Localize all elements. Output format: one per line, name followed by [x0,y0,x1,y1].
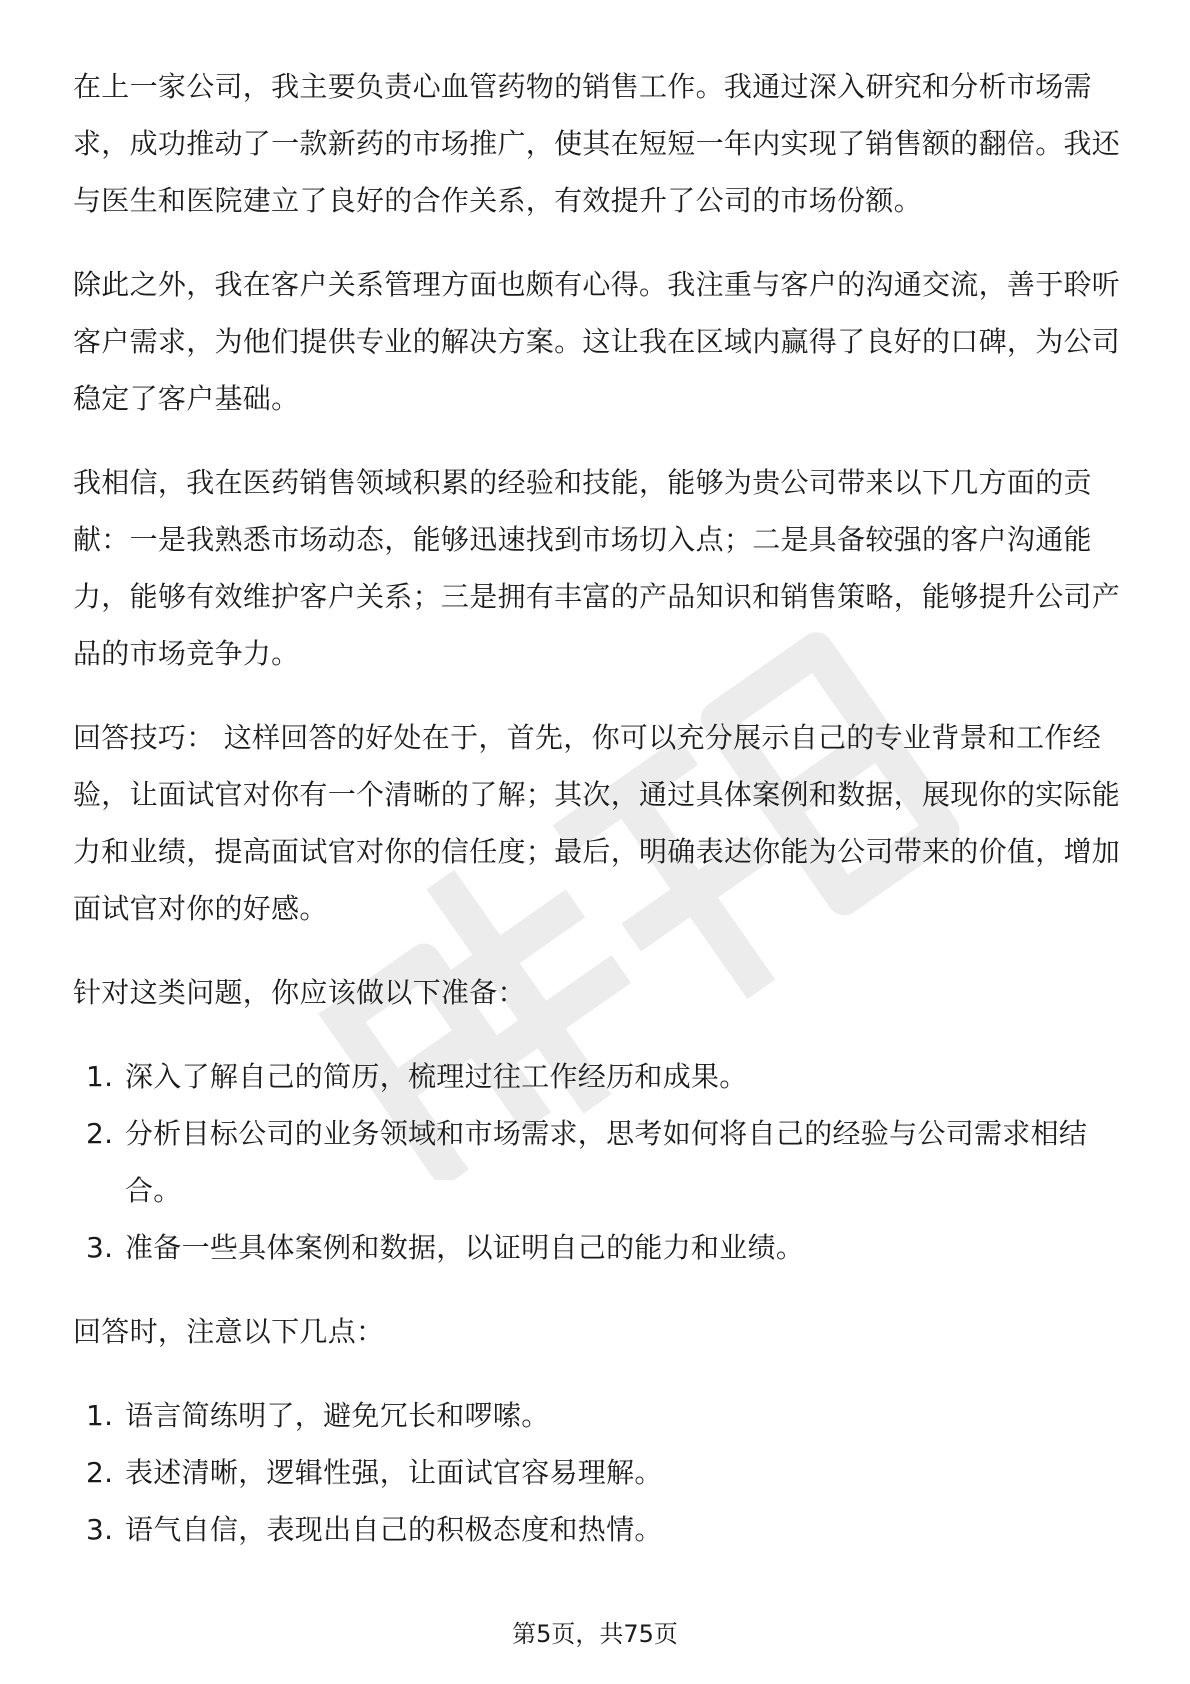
list-number: 2. [86,1117,114,1150]
paragraph-answer-tips: 回答技巧： 这样回答的好处在于，首先，你可以充分展示自己的专业背景和工作经验，让面试官对你有一个清晰的了解；其次，通过具体案例和数据，展现你的实际能力和业绩，提高面试官对你的信任度；最后，明确表达你能为公司带来的价值，增加面试官对你的好感。 [73,721,1121,925]
list-number: 1. [86,1399,114,1432]
paragraph-customer-relations: 除此之外，我在客户关系管理方面也颇有心得。我注重与客户的沟通交流，善于聆听客户需求，为他们提供专业的解决方案。这让我在区域内赢得了良好的口碑，为公司稳定了客户基础。 [73,268,1121,415]
list-number: 2. [86,1456,114,1489]
notes-list [73,1387,1123,1558]
paragraph-experience: 在上一家公司，我主要负责心血管药物的销售工作。我通过深入研究和分析市场需求，成功推动了一款新药的市场推广，使其在短短一年内实现了销售额的翻倍。我还与医生和医院建立了良好的合作关系，有效提升了公司的市场份额。 [73,70,1121,217]
page-number-footer: 第5页，共75页 [512,1620,678,1648]
list-text: 深入了解自己的简历，梳理过往工作经历和成果。 [125,1060,748,1093]
list-item [73,1048,1123,1105]
list-text: 准备一些具体案例和数据，以证明自己的能力和业绩。 [125,1231,805,1264]
list-item [73,1219,1123,1276]
list-text: 语言简练明了，避免冗长和啰嗦。 [125,1399,550,1432]
notes-intro: 回答时，注意以下几点： [73,1315,385,1348]
document-body [73,58,1123,1558]
list-item [73,1105,1123,1219]
list-number: 1. [86,1060,114,1093]
list-item [73,1501,1123,1558]
list-item [73,1444,1123,1501]
list-number: 3. [86,1513,114,1546]
preparation-intro: 针对这类问题，你应该做以下准备： [73,976,526,1009]
list-number: 3. [86,1231,114,1264]
list-item [73,1387,1123,1444]
list-text: 语气自信，表现出自己的积极态度和热情。 [125,1513,663,1546]
preparation-list [73,1048,1123,1276]
paragraph-contributions: 我相信，我在医药销售领域积累的经验和技能，能够为贵公司带来以下几方面的贡献：一是我熟悉市场动态，能够迅速找到市场切入点；二是具备较强的客户沟通能力，能够有效维护客户关系；三是拥有丰富的产品知识和销售策略，能够提升公司产品的市场竞争力。 [73,466,1121,670]
list-text: 分析目标公司的业务领域和市场需求，思考如何将自己的经验与公司需求相结合。 [125,1117,1088,1207]
list-text: 表述清晰，逻辑性强，让面试官容易理解。 [125,1456,663,1489]
